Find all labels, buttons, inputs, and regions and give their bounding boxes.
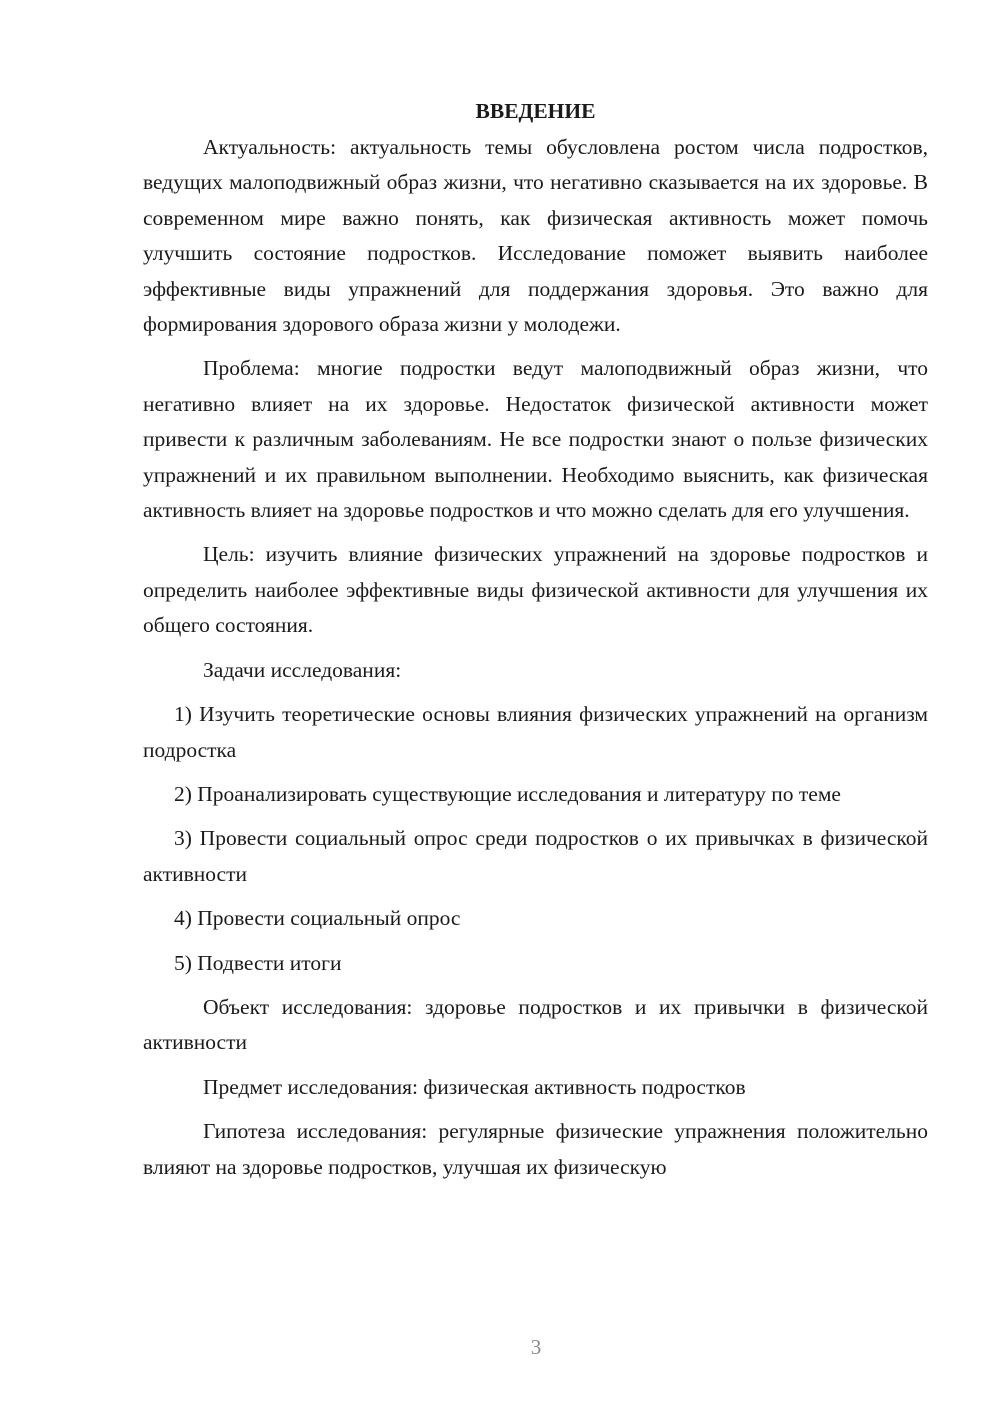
section-heading: ВВЕДЕНИЕ <box>475 99 596 123</box>
tasks-intro: Задачи исследования: <box>203 657 402 682</box>
page-body <box>143 96 928 1194</box>
task-item-3: 3) Провести социальный опрос среди подростков о их привычках в физической активности <box>143 826 928 886</box>
relevance-paragraph: Актуальность: актуальность темы обусловлена ростом числа подростков, ведущих малоподвижный образ жизни, что негативно сказывается на их здоровье. В современном мире важно понять, как физическая активность может помочь улучшить состояние подростков. Исследование поможет выявить наиболее эффективные виды упражнений для поддержания здоровья. Это важно для формирования здорового образа жизни у молодежи. <box>143 135 928 337</box>
page-number: 3 <box>530 1335 542 1359</box>
task-item-2: 2) Проанализировать существующие исследования и литературу по теме <box>174 781 841 806</box>
problem-paragraph: Проблема: многие подростки ведут малоподвижный образ жизни, что негативно влияет на их здоровье. Недостаток физической активности может привести к различным заболеваниям. Не все подростки знают о пользе физических упражнений и их правильном выполнении. Необходимо выяснить, как физическая активность влияет на здоровье подростков и что можно сделать для его улучшения. <box>143 356 928 523</box>
goal-paragraph: Цель: изучить влияние физических упражнений на здоровье подростков и определить наиболее эффективные виды физической активности для улучшения их общего состояния. <box>143 542 928 638</box>
research-object-paragraph: Объект исследования: здоровье подростков и их привычки в физической активности <box>143 994 928 1055</box>
task-item-5: 5) Подвести итоги <box>174 950 342 975</box>
task-item-1: 1) Изучить теоретические основы влияния физических упражнений на организм подростка <box>143 702 928 762</box>
task-item-4: 4) Провести социальный опрос <box>174 906 461 931</box>
research-subject-paragraph: Предмет исследования: физическая активность подростков <box>203 1074 746 1099</box>
hypothesis-paragraph: Гипотеза исследования: регулярные физические упражнения положительно влияют на здоровье подростков, улучшая их физическую <box>143 1119 928 1179</box>
